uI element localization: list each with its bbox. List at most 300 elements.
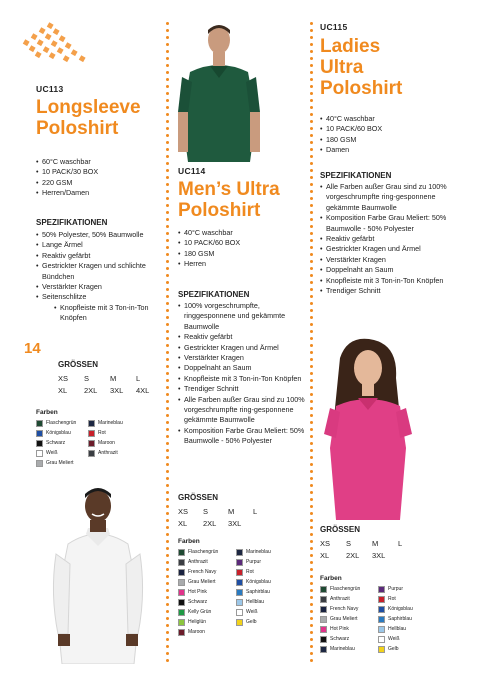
color-name: Anthrazit bbox=[330, 596, 350, 602]
divider-dot bbox=[166, 155, 169, 158]
divider-dot bbox=[310, 603, 313, 606]
color-option bbox=[178, 598, 232, 606]
divider-dot bbox=[310, 232, 313, 235]
divider-dot bbox=[166, 218, 169, 221]
color-option bbox=[378, 605, 432, 613]
color-option bbox=[236, 568, 290, 576]
size-label: M bbox=[228, 507, 235, 516]
color-name: Königsblau bbox=[246, 579, 271, 585]
divider-dot bbox=[166, 295, 169, 298]
divider-dot bbox=[310, 50, 313, 53]
divider-dot bbox=[310, 211, 313, 214]
color-swatches bbox=[320, 585, 432, 653]
divider-dot bbox=[166, 414, 169, 417]
divider-dot bbox=[166, 351, 169, 354]
color-swatch bbox=[178, 609, 185, 616]
divider-dot bbox=[166, 533, 169, 536]
divider-dot bbox=[310, 540, 313, 543]
feature-list bbox=[178, 228, 303, 270]
divider-dot bbox=[310, 512, 313, 515]
color-swatch bbox=[378, 596, 385, 603]
spec-item: • Doppelnaht an Saum bbox=[178, 363, 308, 373]
feature-item: • Damen bbox=[320, 145, 460, 155]
color-swatch bbox=[178, 599, 185, 606]
color-swatch bbox=[320, 636, 327, 643]
divider-dot bbox=[310, 561, 313, 564]
spec-item: • Gestrickter Kragen und Ärmel bbox=[178, 343, 308, 353]
divider-dot bbox=[310, 365, 313, 368]
divider-dot bbox=[310, 498, 313, 501]
divider-dot bbox=[310, 197, 313, 200]
color-name: Kelly Grün bbox=[188, 609, 212, 615]
divider-dot bbox=[310, 134, 313, 137]
feature-list bbox=[36, 157, 161, 199]
size-label: 3XL bbox=[228, 519, 242, 528]
sizes-heading: GRÖSSEN bbox=[178, 493, 219, 502]
divider-dot bbox=[166, 197, 169, 200]
color-name: Weiß bbox=[46, 450, 58, 456]
color-swatch bbox=[236, 559, 243, 566]
color-name: Hot Pink bbox=[330, 626, 349, 632]
divider-dot bbox=[310, 519, 313, 522]
color-name: Hot Pink bbox=[188, 589, 207, 595]
color-option bbox=[320, 625, 374, 633]
spec-heading: SPEZIFIKATIONEN bbox=[320, 171, 392, 180]
sizes-heading: GRÖSSEN bbox=[58, 360, 99, 369]
color-option bbox=[178, 588, 232, 596]
color-swatch bbox=[36, 460, 43, 467]
color-name: Marineblau bbox=[246, 549, 271, 555]
size-label: L bbox=[253, 507, 258, 516]
color-option bbox=[236, 598, 290, 606]
color-name: Weiß bbox=[388, 636, 400, 642]
color-name: French Navy bbox=[188, 569, 217, 575]
color-name: Weiß bbox=[246, 609, 258, 615]
divider-dot bbox=[166, 379, 169, 382]
color-swatch bbox=[236, 599, 243, 606]
brand-fan-logo bbox=[22, 20, 96, 68]
feature-list bbox=[320, 114, 460, 156]
divider-dot bbox=[166, 491, 169, 494]
spec-item: • Reaktiv gefärbt bbox=[178, 332, 308, 342]
color-swatch bbox=[236, 589, 243, 596]
color-swatch bbox=[36, 450, 43, 457]
divider-dot bbox=[310, 442, 313, 445]
divider-dot bbox=[166, 99, 169, 102]
color-name: Gelb bbox=[388, 646, 399, 652]
divider-dot bbox=[166, 498, 169, 501]
divider-dot bbox=[310, 645, 313, 648]
spec-list bbox=[320, 182, 460, 296]
divider-dot bbox=[310, 505, 313, 508]
color-swatch bbox=[178, 589, 185, 596]
color-option bbox=[236, 618, 290, 626]
colors-heading: Farben bbox=[178, 538, 200, 545]
sizes-grid bbox=[178, 507, 278, 528]
divider-dot bbox=[310, 78, 313, 81]
spec-item: • Gestrickter Kragen und Ärmel bbox=[320, 244, 460, 254]
color-option bbox=[88, 449, 136, 457]
color-name: Grau Meliert bbox=[46, 460, 74, 466]
divider-dot bbox=[166, 645, 169, 648]
product-code: UC114 bbox=[178, 166, 206, 176]
divider-dot bbox=[310, 358, 313, 361]
divider-dot bbox=[166, 162, 169, 165]
color-option bbox=[178, 568, 232, 576]
size-label: S bbox=[203, 507, 209, 516]
divider-dot bbox=[310, 29, 313, 32]
size-label: S bbox=[84, 374, 90, 383]
size-label: 3XL bbox=[110, 386, 124, 395]
color-swatch bbox=[378, 646, 385, 653]
divider-dot bbox=[310, 456, 313, 459]
color-swatch bbox=[236, 579, 243, 586]
color-swatch bbox=[378, 606, 385, 613]
color-option bbox=[36, 449, 84, 457]
divider-dot bbox=[310, 22, 313, 25]
color-swatch bbox=[320, 606, 327, 613]
divider-dot bbox=[166, 288, 169, 291]
divider-dot bbox=[166, 176, 169, 179]
divider-dot bbox=[310, 400, 313, 403]
color-name: Flaschengrün bbox=[188, 549, 219, 555]
color-swatch bbox=[378, 586, 385, 593]
product-title: Men’s Ultra Poloshirt bbox=[178, 179, 280, 221]
model-photo-pink-polo bbox=[318, 338, 418, 520]
color-option bbox=[236, 558, 290, 566]
size-label: 2XL bbox=[84, 386, 98, 395]
product-title: Ladies Ultra Poloshirt bbox=[320, 36, 403, 99]
divider-dot bbox=[166, 211, 169, 214]
divider-dot bbox=[166, 239, 169, 242]
color-name: Rot bbox=[98, 430, 106, 436]
divider-dot bbox=[166, 148, 169, 151]
divider-dot bbox=[166, 302, 169, 305]
divider-dot bbox=[310, 624, 313, 627]
size-label: 2XL bbox=[346, 551, 360, 560]
spec-item: • Trendiger Schnitt bbox=[320, 286, 460, 296]
divider-dot bbox=[166, 568, 169, 571]
feature-item: • 60°C waschbar bbox=[36, 157, 161, 167]
sizes-grid bbox=[320, 539, 424, 560]
color-option bbox=[320, 585, 374, 593]
divider-dot bbox=[310, 323, 313, 326]
color-name: Purpur bbox=[388, 586, 404, 592]
color-option bbox=[378, 615, 432, 623]
divider-dot bbox=[310, 57, 313, 60]
color-option bbox=[36, 429, 84, 437]
sizes-grid bbox=[58, 374, 162, 395]
divider-dot bbox=[310, 183, 313, 186]
divider-dot bbox=[166, 596, 169, 599]
spec-item: • Verstärkter Kragen bbox=[178, 353, 308, 363]
color-name: Hellblau bbox=[388, 626, 407, 632]
divider-dot bbox=[166, 400, 169, 403]
divider-dot bbox=[310, 589, 313, 592]
color-swatches bbox=[36, 419, 136, 467]
divider-dot bbox=[310, 176, 313, 179]
divider-dot bbox=[166, 617, 169, 620]
product-code: UC113 bbox=[36, 84, 64, 94]
divider-dot bbox=[166, 561, 169, 564]
divider-dot bbox=[310, 638, 313, 641]
divider-dot bbox=[166, 554, 169, 557]
product-code: UC115 bbox=[320, 22, 348, 32]
divider-dot bbox=[310, 106, 313, 109]
divider-dot bbox=[310, 155, 313, 158]
divider-dot bbox=[166, 120, 169, 123]
color-name: French Navy bbox=[330, 606, 359, 612]
divider-dot bbox=[166, 484, 169, 487]
divider-dot bbox=[166, 603, 169, 606]
color-option bbox=[88, 429, 136, 437]
divider-dot bbox=[310, 253, 313, 256]
color-swatch bbox=[320, 646, 327, 653]
divider-dot bbox=[166, 253, 169, 256]
divider-dot bbox=[166, 57, 169, 60]
divider-dot bbox=[166, 169, 169, 172]
divider-dot bbox=[166, 204, 169, 207]
color-name: Schwarz bbox=[46, 440, 66, 446]
divider-dot bbox=[310, 610, 313, 613]
spec-heading: SPEZIFIKATIONEN bbox=[36, 218, 108, 227]
divider-dot bbox=[166, 183, 169, 186]
color-option bbox=[236, 588, 290, 596]
color-name: Marineblau bbox=[98, 420, 123, 426]
color-swatch bbox=[236, 569, 243, 576]
spec-heading: SPEZIFIKATIONEN bbox=[178, 290, 250, 299]
divider-dot bbox=[166, 127, 169, 130]
divider-dot bbox=[310, 204, 313, 207]
feature-item: • 40°C waschbar bbox=[178, 228, 303, 238]
size-label: L bbox=[136, 374, 141, 383]
color-name: Grau Meliert bbox=[188, 579, 216, 585]
colors-heading: Farben bbox=[36, 409, 58, 416]
color-swatch bbox=[320, 616, 327, 623]
spec-item: • Komposition Farbe Grau Meliert: 50% Baumwolle - 50% Polyester bbox=[320, 213, 460, 234]
spec-item: • Knopfleiste mit 3 Ton-in-Ton Knöpfen bbox=[54, 303, 166, 324]
size-label: 3XL bbox=[372, 551, 386, 560]
color-option bbox=[320, 605, 374, 613]
size-label: XL bbox=[178, 519, 188, 528]
divider-dot bbox=[310, 309, 313, 312]
page-number: 14 bbox=[24, 340, 41, 357]
color-name: Gelb bbox=[246, 619, 257, 625]
divider-dot bbox=[166, 225, 169, 228]
color-swatch bbox=[378, 616, 385, 623]
divider-dot bbox=[166, 442, 169, 445]
color-swatch bbox=[320, 626, 327, 633]
divider-dot bbox=[166, 232, 169, 235]
divider-dot bbox=[166, 344, 169, 347]
color-swatch bbox=[88, 430, 95, 437]
color-option bbox=[236, 578, 290, 586]
divider-dot bbox=[310, 386, 313, 389]
size-label: XS bbox=[178, 507, 189, 516]
spec-item: • Lange Ärmel bbox=[36, 240, 166, 250]
color-name: Saphirblau bbox=[246, 589, 270, 595]
size-label bbox=[398, 551, 424, 560]
color-swatch bbox=[236, 609, 243, 616]
divider-dot bbox=[166, 610, 169, 613]
feature-item: • 180 GSM bbox=[320, 135, 460, 145]
feature-item: • 10 PACK/30 BOX bbox=[36, 167, 161, 177]
color-option bbox=[378, 585, 432, 593]
divider-dot bbox=[310, 246, 313, 249]
divider-dot bbox=[310, 582, 313, 585]
divider-dot bbox=[310, 71, 313, 74]
color-option bbox=[320, 645, 374, 653]
color-name: Heliglün bbox=[188, 619, 207, 625]
color-name: Flaschengrün bbox=[330, 586, 361, 592]
color-option bbox=[378, 595, 432, 603]
color-swatch bbox=[236, 549, 243, 556]
divider-dot bbox=[166, 309, 169, 312]
divider-dot bbox=[310, 281, 313, 284]
divider-dot bbox=[310, 407, 313, 410]
spec-item: • Knopfleiste mit 3 Ton-in-Ton Knöpfen bbox=[320, 276, 460, 286]
divider-dot bbox=[166, 631, 169, 634]
divider-dot bbox=[310, 428, 313, 431]
divider-dot bbox=[166, 372, 169, 375]
divider-dot bbox=[310, 120, 313, 123]
divider-dot bbox=[166, 274, 169, 277]
divider-dot bbox=[166, 659, 169, 662]
divider-dot bbox=[166, 582, 169, 585]
color-swatch bbox=[178, 619, 185, 626]
divider-dot bbox=[166, 477, 169, 480]
size-label: L bbox=[398, 539, 403, 548]
color-swatch bbox=[178, 579, 185, 586]
divider-dot bbox=[166, 519, 169, 522]
feature-item: • 10 PACK/60 BOX bbox=[178, 238, 303, 248]
color-swatch bbox=[320, 586, 327, 593]
divider-dot bbox=[310, 575, 313, 578]
divider-dot bbox=[310, 568, 313, 571]
size-label bbox=[253, 519, 278, 528]
divider-dot bbox=[310, 477, 313, 480]
spec-item: • 50% Polyester, 50% Baumwolle bbox=[36, 230, 166, 240]
divider-dot bbox=[166, 50, 169, 53]
divider-dot bbox=[310, 43, 313, 46]
divider-dot bbox=[310, 92, 313, 95]
divider-dot bbox=[310, 554, 313, 557]
divider-dot bbox=[166, 435, 169, 438]
spec-item: • Alle Farben außer Grau sind zu 100% vorgeschrumpfte ring-gesponnene gekämmte Baumwolle bbox=[178, 395, 308, 426]
divider-dot bbox=[166, 449, 169, 452]
spec-item: • Gestrickter Kragen und schlichte Bündchen bbox=[36, 261, 166, 282]
color-name: Rot bbox=[246, 569, 254, 575]
divider-dot bbox=[166, 281, 169, 284]
size-label: XS bbox=[320, 539, 331, 548]
color-name: Schwarz bbox=[330, 636, 350, 642]
color-name: Maroon bbox=[188, 629, 205, 635]
spec-item: • Verstärkter Kragen bbox=[36, 282, 166, 292]
color-option bbox=[36, 439, 84, 447]
color-option bbox=[236, 608, 290, 616]
divider-dot bbox=[310, 330, 313, 333]
color-name: Marineblau bbox=[330, 646, 355, 652]
divider-dot bbox=[166, 113, 169, 116]
divider-dot bbox=[310, 85, 313, 88]
divider-dot bbox=[166, 547, 169, 550]
divider-dot bbox=[166, 638, 169, 641]
color-swatch bbox=[378, 626, 385, 633]
divider-dot bbox=[310, 316, 313, 319]
color-swatch bbox=[378, 636, 385, 643]
divider-dot bbox=[310, 652, 313, 655]
divider-dot bbox=[166, 456, 169, 459]
color-option bbox=[320, 635, 374, 643]
size-label: 2XL bbox=[203, 519, 217, 528]
divider-dot bbox=[166, 337, 169, 340]
spec-item: • 100% vorgeschrumpfte, ringgesponnene und gekämmte Baumwolle bbox=[178, 301, 308, 332]
size-label: M bbox=[110, 374, 117, 383]
divider-dot bbox=[310, 449, 313, 452]
divider-dot bbox=[166, 575, 169, 578]
divider-dot bbox=[310, 260, 313, 263]
divider-dot bbox=[310, 127, 313, 130]
divider-dot bbox=[166, 85, 169, 88]
divider-dot bbox=[310, 36, 313, 39]
color-option bbox=[378, 625, 432, 633]
spec-item: • Reaktiv gefärbt bbox=[36, 251, 166, 261]
divider-dot bbox=[166, 22, 169, 25]
color-name: Anthrazit bbox=[188, 559, 208, 565]
divider-dot bbox=[310, 113, 313, 116]
feature-item: • Herren bbox=[178, 259, 303, 269]
spec-item: • Trendiger Schnitt bbox=[178, 384, 308, 394]
divider-dot bbox=[166, 92, 169, 95]
divider-dot bbox=[310, 295, 313, 298]
color-name: Maroon bbox=[98, 440, 115, 446]
color-option bbox=[320, 615, 374, 623]
divider-dot bbox=[166, 78, 169, 81]
divider-dot bbox=[166, 365, 169, 368]
divider-dot bbox=[310, 414, 313, 417]
divider-dot bbox=[310, 421, 313, 424]
divider-dot bbox=[166, 316, 169, 319]
spec-item: • Seitenschlitze bbox=[36, 292, 166, 302]
color-option bbox=[378, 635, 432, 643]
size-label: XS bbox=[58, 374, 69, 383]
divider-dot bbox=[166, 267, 169, 270]
divider-dot bbox=[310, 190, 313, 193]
feature-item: • 220 GSM bbox=[36, 178, 161, 188]
color-option bbox=[178, 578, 232, 586]
divider-dot bbox=[166, 246, 169, 249]
feature-item: • 40°C waschbar bbox=[320, 114, 460, 124]
color-option bbox=[178, 558, 232, 566]
divider-dot bbox=[166, 134, 169, 137]
size-label: XL bbox=[58, 386, 68, 395]
divider-dot bbox=[310, 463, 313, 466]
divider-dot bbox=[166, 190, 169, 193]
divider-dot bbox=[310, 141, 313, 144]
divider-dot bbox=[166, 36, 169, 39]
color-swatch bbox=[320, 596, 327, 603]
color-swatch bbox=[88, 450, 95, 457]
color-name: Flaschengrün bbox=[46, 420, 77, 426]
color-option bbox=[320, 595, 374, 603]
divider-dot bbox=[166, 64, 169, 67]
color-name: Saphirblau bbox=[388, 616, 412, 622]
color-name: Rot bbox=[388, 596, 396, 602]
color-swatch bbox=[178, 559, 185, 566]
spec-item: • Knopfleiste mit 3 Ton-in-Ton Knöpfen bbox=[178, 374, 308, 384]
spec-item: • Komposition Farbe Grau Meliert: 50% Baumwolle - 50% Polyester bbox=[178, 426, 308, 447]
color-name: Königsblau bbox=[388, 606, 413, 612]
